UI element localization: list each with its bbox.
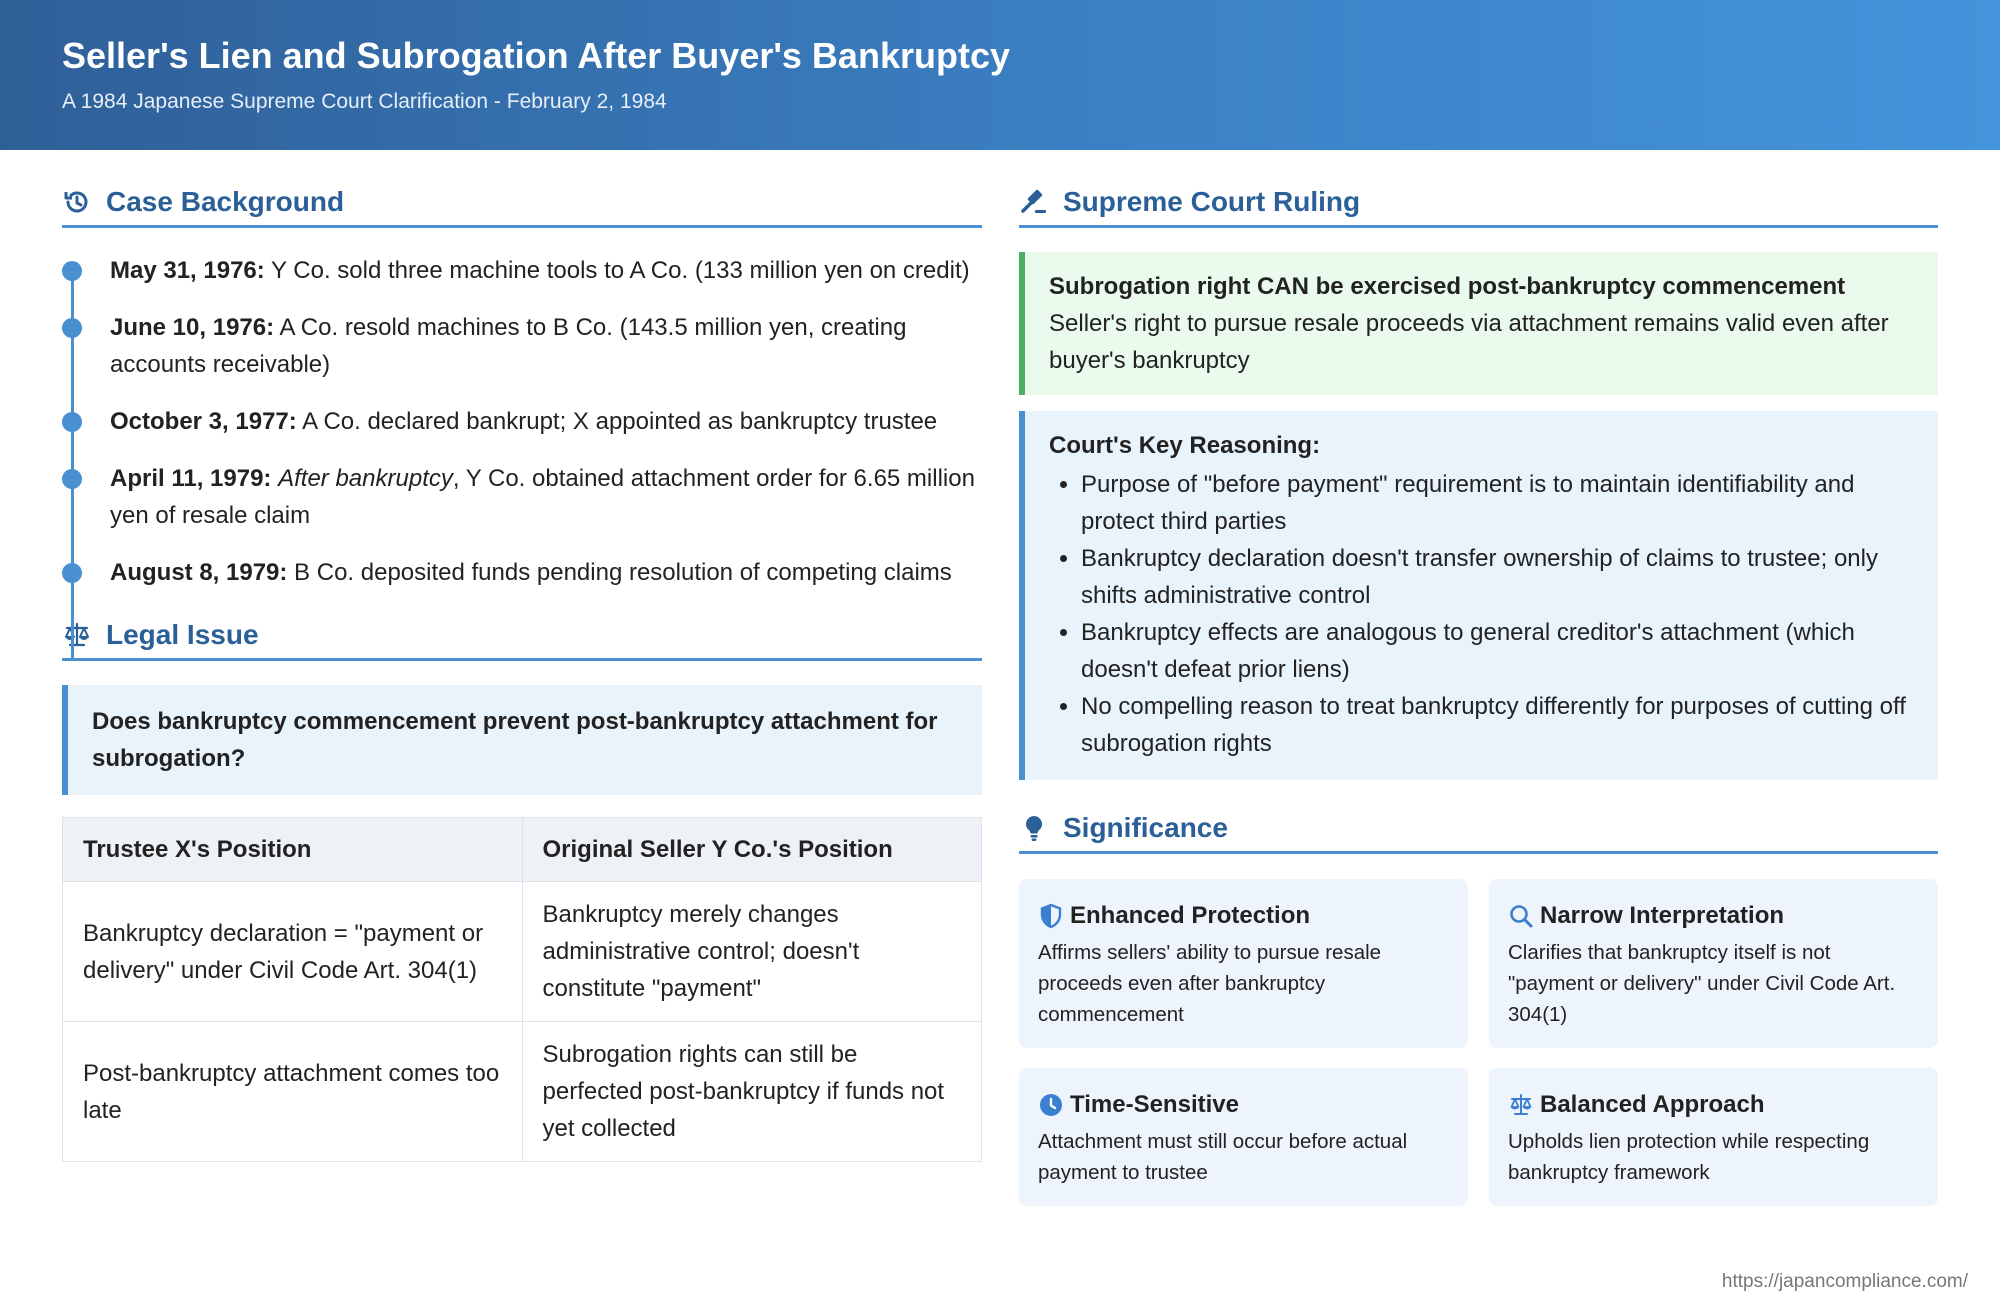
significance-card bbox=[1489, 1068, 1938, 1206]
search-icon bbox=[1508, 903, 1534, 929]
timeline-date: June 10, 1976: bbox=[110, 314, 275, 341]
reasoning-title: Court's Key Reasoning: bbox=[1049, 432, 1321, 459]
case-timeline bbox=[62, 252, 982, 591]
ruling-detail: Seller's right to pursue resale proceeds via attachment remains valid even after buyer's bankruptcy bbox=[1049, 310, 1889, 374]
significance-card bbox=[1019, 1068, 1468, 1206]
page-title: Seller's Lien and Subrogation After Buyer's Bankruptcy bbox=[62, 35, 1010, 76]
court-reasoning bbox=[1019, 411, 1938, 780]
significance-cards bbox=[1019, 879, 1938, 1206]
table-cell: Bankruptcy declaration = "payment or delivery" under Civil Code Art. 304(1) bbox=[63, 882, 523, 1022]
legal-issue-title: Legal Issue bbox=[106, 618, 259, 650]
scale-icon bbox=[62, 620, 92, 650]
legal-issue-heading bbox=[62, 611, 982, 661]
case-background-heading bbox=[62, 178, 982, 228]
timeline-dot bbox=[62, 412, 82, 432]
timeline-date: August 8, 1979: bbox=[110, 559, 288, 586]
timeline-date: April 11, 1979: bbox=[110, 465, 272, 492]
reasoning-list bbox=[1049, 466, 1914, 762]
timeline-date: October 3, 1977: bbox=[110, 408, 297, 435]
timeline-item bbox=[110, 252, 982, 289]
table-cell: Post-bankruptcy attachment comes too late bbox=[63, 1022, 523, 1162]
table-cell: Subrogation rights can still be perfected post-bankruptcy if funds not yet collected bbox=[522, 1022, 982, 1162]
table-header: Original Seller Y Co.'s Position bbox=[522, 818, 982, 882]
list-item: • No compelling reason to treat bankruptcy differently for purposes of cutting off subrogation rights bbox=[1081, 688, 1914, 762]
list-item: • Bankruptcy effects are analogous to general creditor's attachment (which doesn't defeat prior liens) bbox=[1081, 614, 1914, 688]
timeline-dot bbox=[62, 563, 82, 583]
supreme-court-ruling-title: Supreme Court Ruling bbox=[1063, 185, 1361, 217]
card-text: Attachment must still occur before actual payment to trustee bbox=[1038, 1130, 1408, 1184]
timeline-dot bbox=[62, 261, 82, 281]
right-column bbox=[1019, 178, 1938, 1206]
legal-issue-question: Does bankruptcy commencement prevent post-bankruptcy attachment for subrogation? bbox=[62, 685, 982, 795]
timeline-item bbox=[110, 309, 982, 383]
lightbulb-icon bbox=[1019, 813, 1049, 843]
timeline-item bbox=[110, 403, 982, 440]
timeline-emphasis: After bankruptcy bbox=[278, 465, 453, 492]
gavel-icon bbox=[1019, 187, 1049, 217]
timeline-text: A Co. resold machines to B Co. (143.5 million yen, creating accounts receivable) bbox=[110, 314, 907, 378]
supreme-court-ruling-heading bbox=[1019, 178, 1938, 228]
card-title: Enhanced Protection bbox=[1070, 902, 1311, 929]
table-header-row bbox=[63, 818, 982, 882]
table-row bbox=[63, 1022, 982, 1162]
ruling-summary bbox=[1019, 252, 1938, 395]
left-column bbox=[62, 178, 982, 1162]
timeline-item bbox=[110, 554, 982, 591]
timeline-dot bbox=[62, 318, 82, 338]
card-title: Time-Sensitive bbox=[1070, 1091, 1239, 1118]
significance-heading bbox=[1019, 804, 1938, 854]
list-item: • Purpose of "before payment" requirement is to maintain identifiability and protect third parties bbox=[1081, 466, 1914, 540]
significance-card bbox=[1019, 879, 1468, 1048]
timeline-text: A Co. declared bankrupt; X appointed as bankruptcy trustee bbox=[296, 408, 938, 435]
timeline-item bbox=[110, 460, 982, 534]
table-row bbox=[63, 882, 982, 1022]
case-background-title: Case Background bbox=[106, 185, 345, 217]
timeline-text: , Y Co. obtained attachment order for 6.65 million yen of resale claim bbox=[110, 465, 975, 529]
card-text: Upholds lien protection while respecting bankruptcy framework bbox=[1508, 1130, 1870, 1184]
ruling-headline: Subrogation right CAN be exercised post-bankruptcy commencement bbox=[1049, 273, 1846, 300]
card-title: Narrow Interpretation bbox=[1540, 902, 1785, 929]
scale-icon bbox=[1508, 1092, 1534, 1118]
timeline-text: B Co. deposited funds pending resolution of competing claims bbox=[287, 559, 952, 586]
card-text: Affirms sellers' ability to pursue resale proceeds even after bankruptcy commencement bbox=[1038, 941, 1382, 1026]
timeline-text: Y Co. sold three machine tools to A Co. (133 million yen on credit) bbox=[264, 257, 970, 284]
timeline-date: May 31, 1976: bbox=[110, 257, 265, 284]
significance-card bbox=[1489, 879, 1938, 1048]
table-header: Trustee X's Position bbox=[63, 818, 523, 882]
footer-url: https://japancompliance.com/ bbox=[1721, 1271, 1968, 1292]
card-title: Balanced Approach bbox=[1540, 1091, 1765, 1118]
page-subtitle: A 1984 Japanese Supreme Court Clarification - February 2, 1984 bbox=[62, 90, 667, 113]
list-item: • Bankruptcy declaration doesn't transfer ownership of claims to trustee; only shifts administrative control bbox=[1081, 540, 1914, 614]
positions-table bbox=[62, 817, 982, 1162]
page-header bbox=[0, 0, 2000, 150]
history-icon bbox=[62, 187, 92, 217]
timeline-dot bbox=[62, 469, 82, 489]
card-text: Clarifies that bankruptcy itself is not "payment or delivery" under Civil Code Art. 304(1) bbox=[1508, 941, 1896, 1026]
significance-title: Significance bbox=[1063, 811, 1228, 843]
clock-icon bbox=[1038, 1092, 1064, 1118]
table-cell: Bankruptcy merely changes administrative control; doesn't constitute "payment" bbox=[522, 882, 982, 1022]
shield-icon bbox=[1038, 903, 1064, 929]
